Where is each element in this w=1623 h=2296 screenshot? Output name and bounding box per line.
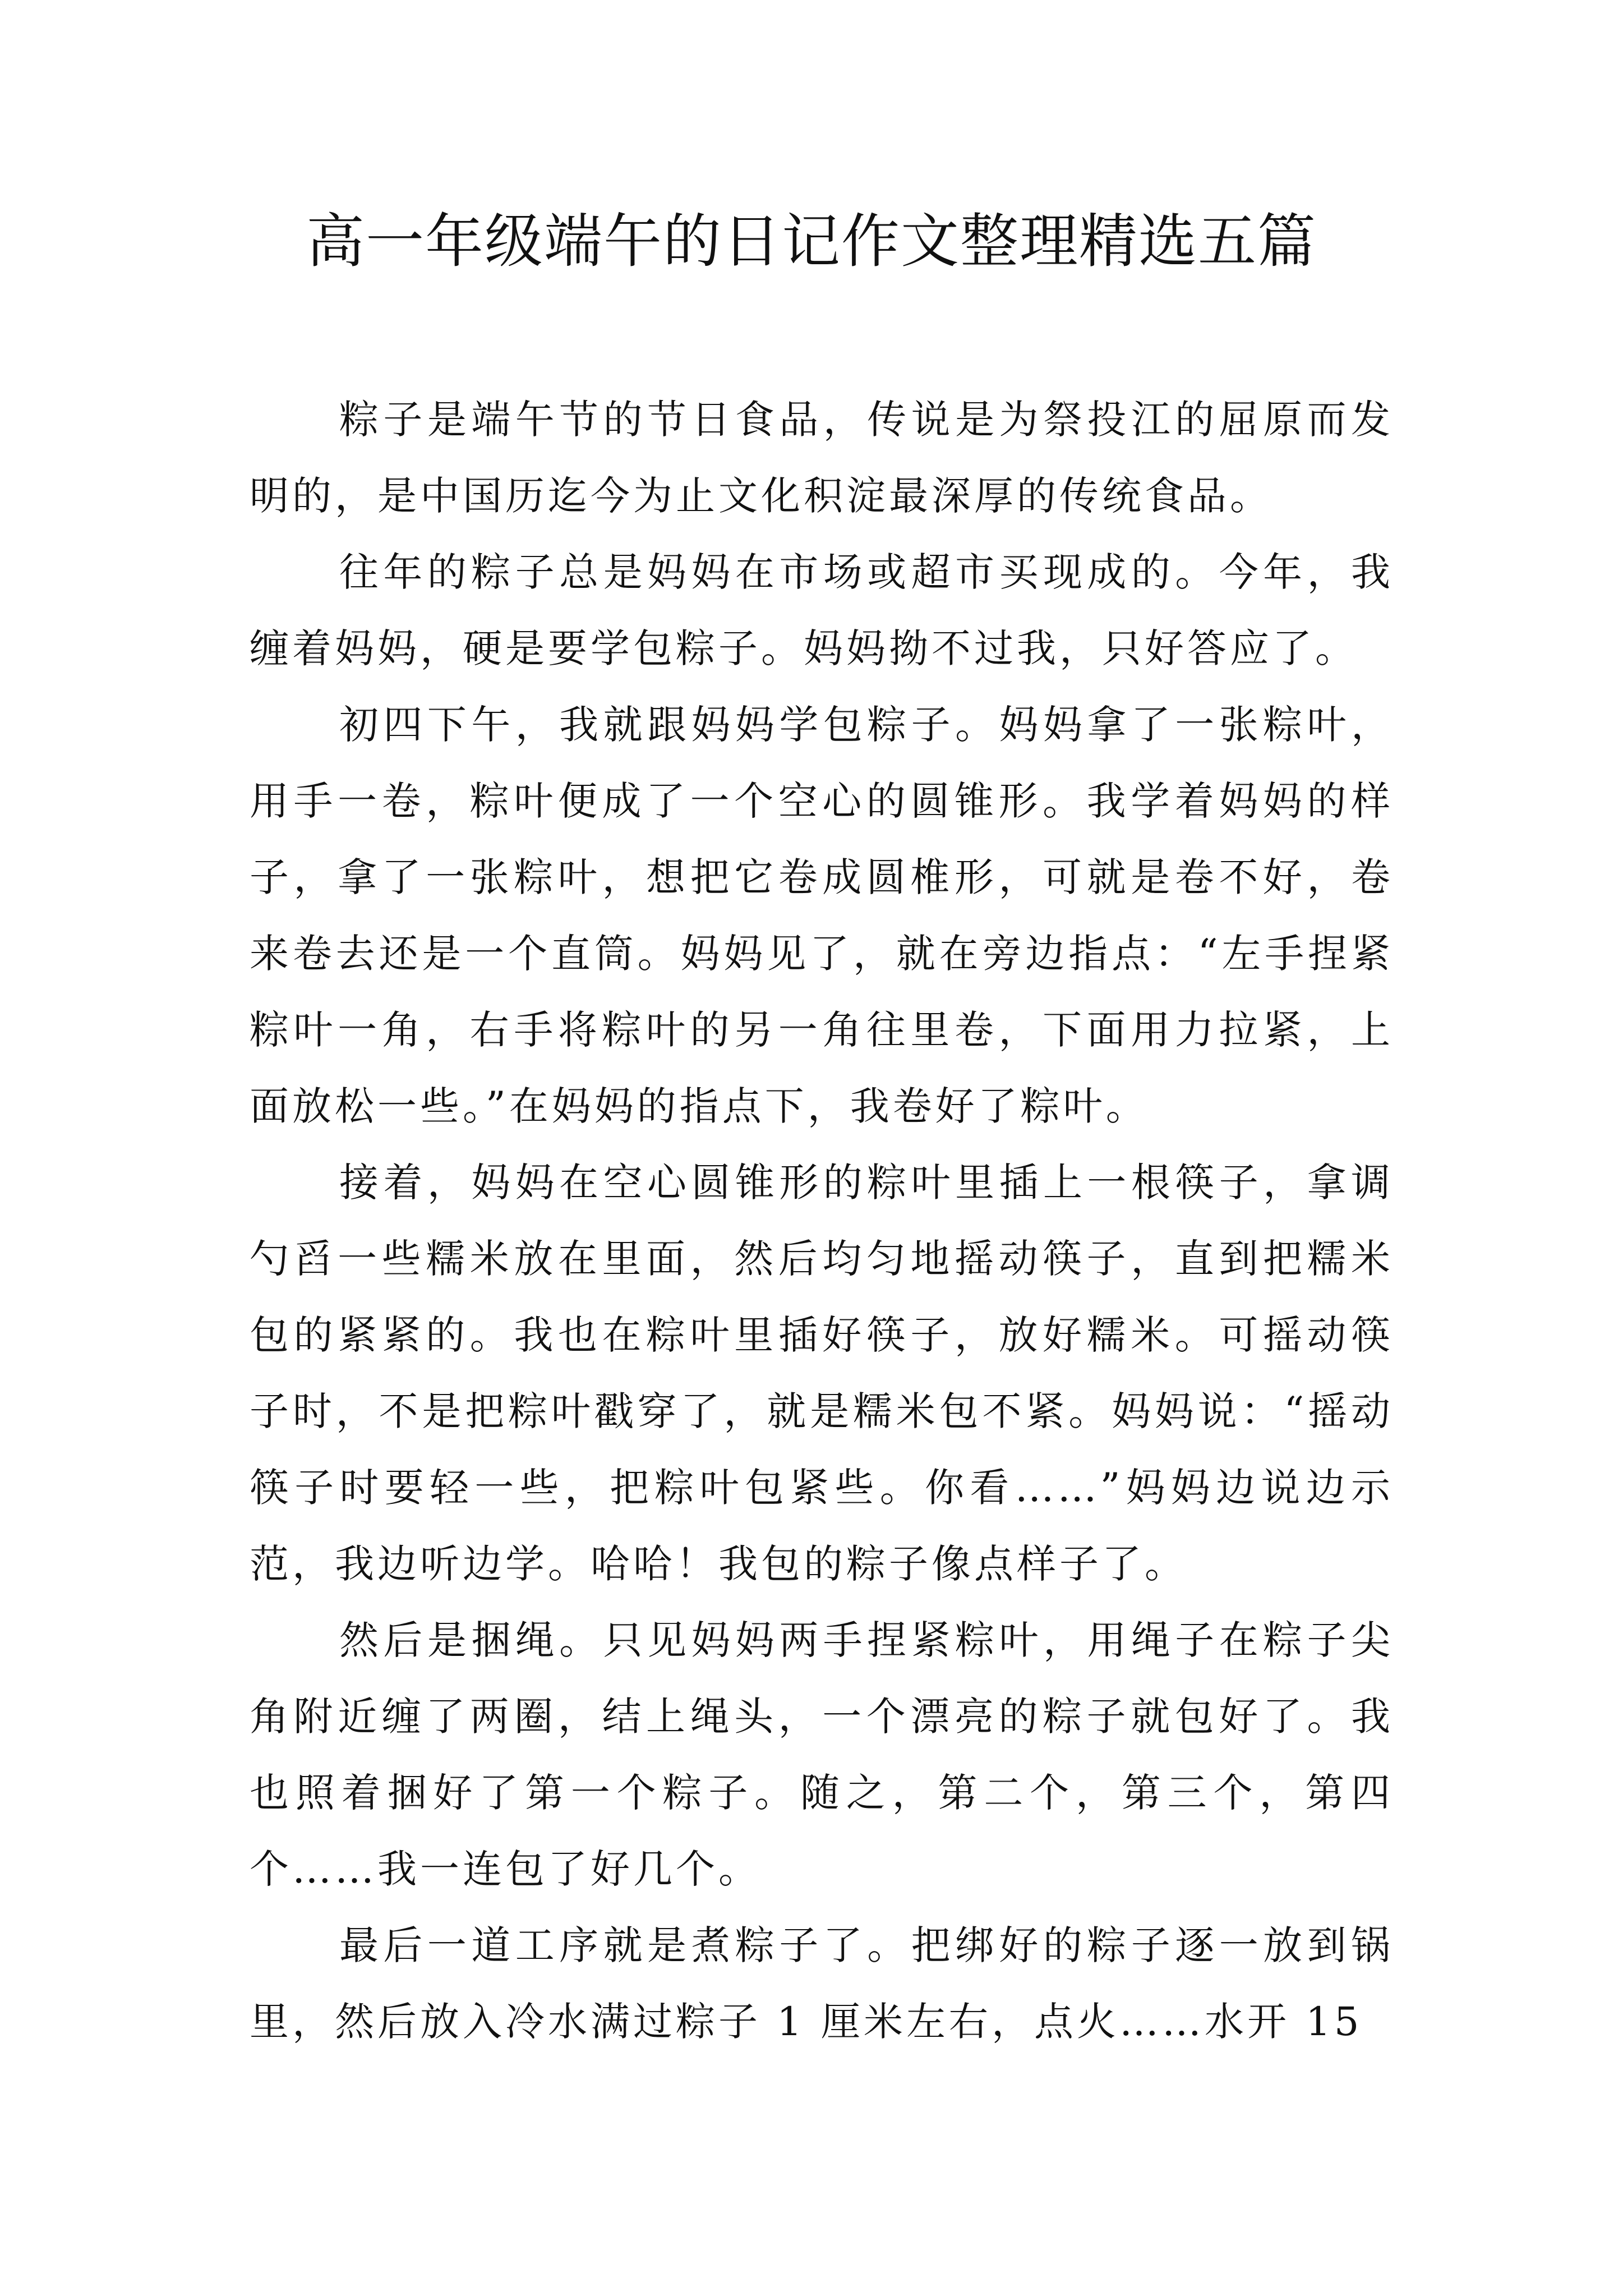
- paragraph: 然后是捆绳。只见妈妈两手捏紧粽叶，用绳子在粽子尖角附近缠了两圈，结上绳头，一个漂亮的粽子就包好了。我也照着捆好了第一个粽子。随之，第二个，第三个，第四个……我一连包了好几个。: [250, 1617, 1394, 1892]
- paragraph: 初四下午，我就跟妈妈学包粽子。妈妈拿了一张粽叶，用手一卷，粽叶便成了一个空心的圆锥形。我学着妈妈的样子，拿了一张粽叶，想把它卷成圆椎形，可就是卷不好，卷来卷去还是一个直筒。妈妈见了，就在旁边指点：“左手捏紧粽叶一角，右手将粽叶的另一角往里卷，下面用力拉紧，上面放松一些。”在妈妈的指点下，我卷好了粽叶。: [250, 702, 1394, 1129]
- paragraph: 粽子是端午节的节日食品，传说是为祭投江的屈原而发明的，是中国历迄今为止文化积淀最深厚的传统食品。: [250, 397, 1394, 519]
- document-title: 高一年级端午的日记作文整理精选五篇: [306, 207, 1317, 275]
- paragraph: 最后一道工序就是煮粽子了。把绑好的粽子逐一放到锅里，然后放入冷水满过粽子 1 厘米左右，点火……水开 15: [250, 1922, 1394, 2045]
- document-body: [250, 381, 1394, 2060]
- paragraph: 接着，妈妈在空心圆锥形的粽叶里插上一根筷子，拿调勺舀一些糯米放在里面，然后均匀地摇动筷子，直到把糯米包的紧紧的。我也在粽叶里插好筷子，放好糯米。可摇动筷子时，不是把粽叶戳穿了，就是糯米包不紧。妈妈说：“摇动筷子时要轻一些，把粽叶包紧些。你看……”妈妈边说边示范，我边听边学。哈哈！我包的粽子像点样子了。: [250, 1159, 1394, 1587]
- paragraph: 往年的粽子总是妈妈在市场或超市买现成的。今年，我缠着妈妈，硬是要学包粽子。妈妈拗不过我，只好答应了。: [250, 549, 1394, 671]
